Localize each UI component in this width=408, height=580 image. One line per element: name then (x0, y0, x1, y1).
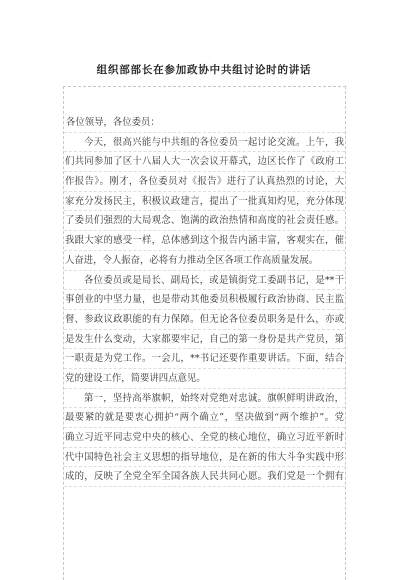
paragraph-line: 各位委员或是局长、副局长，或是镇街党工委副书记，是**干 (64, 271, 345, 291)
paragraph-line: 作报告》。刚才，各位委员对《报告》进行了认真热烈的讨论，大 (64, 172, 345, 192)
document-body (64, 113, 345, 487)
paragraph-line: 党的建设工作，简要讲四点意见。 (64, 369, 345, 389)
paragraph-line: 我跟大家的感受一样，总体感到这个报告内涵丰富，客观实在，催 (64, 231, 345, 251)
paragraph-line: 家充分发扬民主，积极议政建言，提出了一批真知灼见，充分体现 (64, 192, 345, 212)
paragraph-line: 一职责是为党工作。一会儿，**书记还要作重要讲话。下面，结合 (64, 349, 345, 369)
document-title: 组织部部长在参加政协中共组讨论时的讲话 (96, 64, 312, 76)
paragraph-line: 督、参政议政职能的有力保障。但无论各位委员职务是什么，亦或 (64, 310, 345, 330)
paragraph-line: 今天，很高兴能与中共组的各位委员一起讨论交流。上午，我 (64, 133, 345, 153)
paragraph-line: 成的，反映了全党全军全国各族人民共同心愿。我们党是一个拥有 (64, 467, 345, 487)
paragraph-line: 了委员们强烈的大局观念、饱满的政治热情和高度的社会责任感。 (64, 211, 345, 231)
paragraph-line: 确立习近平同志党中央的核心、全党的核心地位，确立习近平新时 (64, 428, 345, 448)
paragraph-line: 第一，坚持高举旗帜，始终对党绝对忠诚。旗帜鲜明讲政治， (64, 389, 345, 409)
paragraph-line: 最要紧的就是要衷心拥护“两个确立”，坚决做到“两个维护”。党 (64, 408, 345, 428)
paragraph-line: 们共同参加了区十八届人大一次会议开幕式，边区长作了《政府工 (64, 152, 345, 172)
paragraph-line: 是发生什么变动，大家都要牢记，自己的第一身份是共产党员，第 (64, 330, 345, 350)
paragraph-line: 人奋进，令人振奋，必将有力推动全区各项工作高质量发展。 (64, 251, 345, 271)
paragraph-line: 事创业的中坚力量，也是带动其他委员积极履行政治协商、民主监 (64, 290, 345, 310)
salutation-line: 各位领导，各位委员： (64, 113, 345, 133)
paragraph-line: 代中国特色社会主义思想的指导地位，是在新的伟大斗争实践中形 (64, 448, 345, 468)
